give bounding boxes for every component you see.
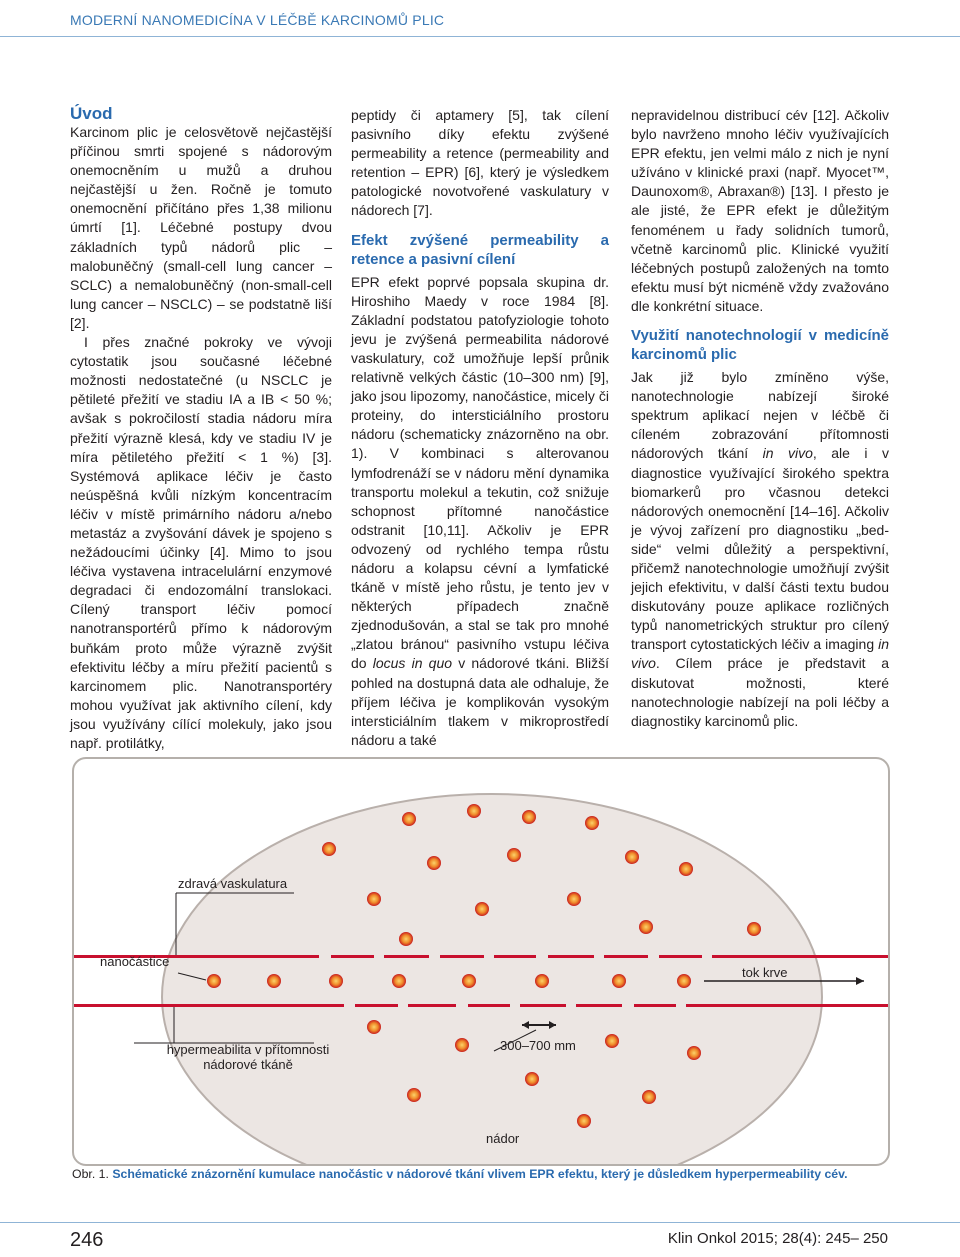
- running-header: MODERNÍ NANOMEDICÍNA V LÉČBĚ KARCINOMŮ PLIC: [70, 12, 445, 28]
- text-run: , ale i v diagnostice využívající širokého spektra biomarkerů pro včasnou detekci nádorových onemocnění [14–16]. Ačkoliv je vývoj zařízení pro diagnostiku „bed-side“ velmi důležitý a perspektivní, přičemž nanotechnologie umožňují zvýšit jejich efektivitu, v další části textu budou diskutovány pouze aplikace rozličných typů nanometrických struktur pro cílený transport cytostatických léčiv a imaging: [631, 445, 889, 653]
- footer-divider: [0, 1222, 960, 1223]
- nanoparticle: [677, 974, 691, 988]
- nanoparticle: [747, 922, 761, 936]
- figure-epr-schematic: [72, 757, 890, 1166]
- header-divider: [0, 36, 960, 37]
- label-size: 300–700 mm: [500, 1038, 576, 1053]
- nanoparticle: [329, 974, 343, 988]
- text-column-1: [70, 104, 332, 753]
- section-heading-uvod: Úvod: [70, 104, 113, 123]
- text-column-2: [351, 106, 609, 750]
- paragraph: peptidy či aptamery [5], tak cílení pasivního díky efektu zvýšené permeability a retence (permeability and retention – EPR) [6], který je výsledkem patologické novotvořené vaskulatury v nádorech [7].: [351, 107, 609, 219]
- nanoparticle: [207, 974, 221, 988]
- nanoparticle: [639, 920, 653, 934]
- section-heading-epr: Efekt zvýšené permeability a retence a pasivní cílení: [351, 231, 609, 268]
- nanoparticle: [625, 850, 639, 864]
- nanoparticle: [322, 842, 336, 856]
- paragraph: [631, 368, 889, 731]
- label-line: hypermeabilita v přítomnosti: [166, 1042, 330, 1057]
- paragraph: I přes značné pokroky ve vývoji cytostatik jsou současné léčebné možnosti nedostatečné (u NSCLC je pětileté přežití ve stadiu IA a IB < 50 %; avšak s pokročilostí stadia nádoru míra přežití výrazně klesá, kdy ve stadiu IV je míra pětiletého přežití < 1 %) [3]. Systémová aplikace léčiv je často neúspěšná kvůli nízkým koncentracím léčiv v místě primárního nádoru a/nebo metastáz a zvyšování dávek je spojeno s nežádoucími účinky [4]. Mimo to jsou léčiva vystavena intracelulární enzymové degradaci či endozomální translokaci. Cílený transport léčiv pomocí nanotransportérů přímo k nádorovým buňkám proto může výrazně zvýšit efektivitu léčby a míru přežití pacientů s karcinomem plic. Nanotransportéry mohou využívat jak aktivního cílení, kdy jsou využívány cílící molekuly, jako jsou např. protilátky,: [70, 334, 332, 751]
- text-column-3: [631, 106, 889, 731]
- nanoparticle: [525, 1072, 539, 1086]
- figure-caption: [72, 1167, 892, 1181]
- nanoparticle: [467, 804, 481, 818]
- nanoparticle: [455, 1038, 469, 1052]
- section-heading-nanotech: Využití nanotechnologií v medicíně karcinomů plic: [631, 327, 889, 364]
- nanoparticle: [462, 974, 476, 988]
- label-hyperpermeability: [130, 1042, 366, 1072]
- nanoparticle: [475, 902, 489, 916]
- figure-illustration: [74, 759, 888, 1164]
- paragraph: [351, 273, 609, 750]
- vessel-lower-wall: [74, 1004, 888, 1007]
- text-run: EPR efekt poprvé popsala skupina dr. Hiroshiho Maedy v roce 1984 [8]. Základní podstatou patofyziologie tohoto jevu je zvýšená permeabilita nádorové vaskulatury, což umožňuje lepší průnik relativně velkých částic (10–300 nm) [9], jako jsou lipozomy, nanočástice, micely či proteiny, do intersticiálního prostoru nádoru (schematicky znázorněno na obr. 1). V kombinaci s alterovanou lymfodrenáží se v nádoru mění dynamika transportu molekul a tekutin, což snižuje schopnost přítomné nanočástice odstranit [10,11]. Ačkoliv je EPR odvozený od rychlého tempa růstu nádoru a kolapsu cévní a lymfatické tkáně v místě jeho růstu, je tento jev v některých případech značně zjednodušován, a stal se tak pro mnohé „zlatou bránou“ pasivního vstupu léčiva do: [351, 273, 609, 672]
- nanoparticle: [612, 974, 626, 988]
- nanoparticle: [399, 932, 413, 946]
- nanoparticle: [535, 974, 549, 988]
- italic-term: in vivo: [631, 636, 889, 672]
- paragraph: nepravidelnou distribucí cév [12]. Ačkoliv bylo navrženo mnoho léčiv využívajících EPR efektu, jen velmi málo z nich je nyní užíváno v klinické praxi (např. Myocet™, Daunoxom®, Abraxan®) [13]. I přesto je ale jisté, že EPR efekt je důležitým fenoménem u řady solidních tumorů, včetně karcinomů plic. Klinické využití léčebných postupů založených na tomto efektu musí být nicméně vždy zvažováno dle konkrétní situace.: [631, 107, 889, 314]
- nanoparticle: [267, 974, 281, 988]
- nanoparticle: [679, 862, 693, 876]
- tumor-region: [162, 794, 822, 1164]
- nanoparticle: [567, 892, 581, 906]
- label-bloodflow: tok krve: [742, 965, 788, 980]
- nanoparticle: [522, 810, 536, 824]
- nanoparticle: [407, 1088, 421, 1102]
- italic-term: locus in quo: [372, 655, 453, 672]
- nanoparticle: [605, 1034, 619, 1048]
- caption-label: Obr. 1.: [72, 1167, 109, 1181]
- text-run: Jak již bylo zmíněno výše, nanotechnologie nabízejí široké spektrum aplikací nejen v léčbě či cíleném zobrazování přítomnosti nádorových tkání: [631, 369, 889, 462]
- page-number: 246: [70, 1229, 104, 1251]
- nanoparticle: [367, 1020, 381, 1034]
- italic-term: in vivo: [762, 445, 813, 462]
- nanoparticle: [577, 1114, 591, 1128]
- label-nanoparticles: nanočástice: [100, 954, 170, 969]
- nanoparticle: [402, 812, 416, 826]
- journal-citation: Klin Onkol 2015; 28(4): 245– 250: [667, 1230, 888, 1247]
- text-run: v nádorové tkáni. Bližší pohled na dostupná data ale odhaluje, že příjem léčiva je komplikován vysokým intersticiálním tlakem v mikroprostředí nádoru a také: [351, 655, 609, 748]
- nanoparticle: [427, 856, 441, 870]
- nanoparticle: [585, 816, 599, 830]
- nanoparticle: [687, 1046, 701, 1060]
- nanoparticle: [507, 848, 521, 862]
- vessel-upper-wall: [74, 955, 888, 958]
- text-run: . Cílem práce je představit a diskutovat možnosti, které nanotechnologie nabízejí na poli léčby a diagnostiky karcinomů plic.: [631, 655, 889, 729]
- nanoparticle: [642, 1090, 656, 1104]
- paragraph: Karcinom plic je celosvětově nejčastější příčinou smrti spojené s nádorovým onemocněním u mužů a druhou nejčastější u žen. Ročně je tomuto onemocnění přičítáno přes 1,38 milionu úmrtí [1]. Léčebné postupy dvou základních typů nádorů plic – malobuněčný (small-cell lung cancer – SCLC) a nemalobuněčný (non-small-cell lung cancer – NSCLC) – se podstatně liší [2].: [70, 124, 332, 331]
- nanoparticle: [392, 974, 406, 988]
- nanoparticle: [367, 892, 381, 906]
- label-healthy-vasculature: zdravá vaskulatura: [178, 876, 288, 891]
- caption-text: Schématické znázornění kumulace nanočástic v nádorové tkání vlivem EPR efektu, který je důsledkem hyperpermeability cév.: [112, 1167, 848, 1181]
- label-line: nádorové tkáně: [203, 1057, 293, 1072]
- label-tumor: nádor: [486, 1131, 520, 1146]
